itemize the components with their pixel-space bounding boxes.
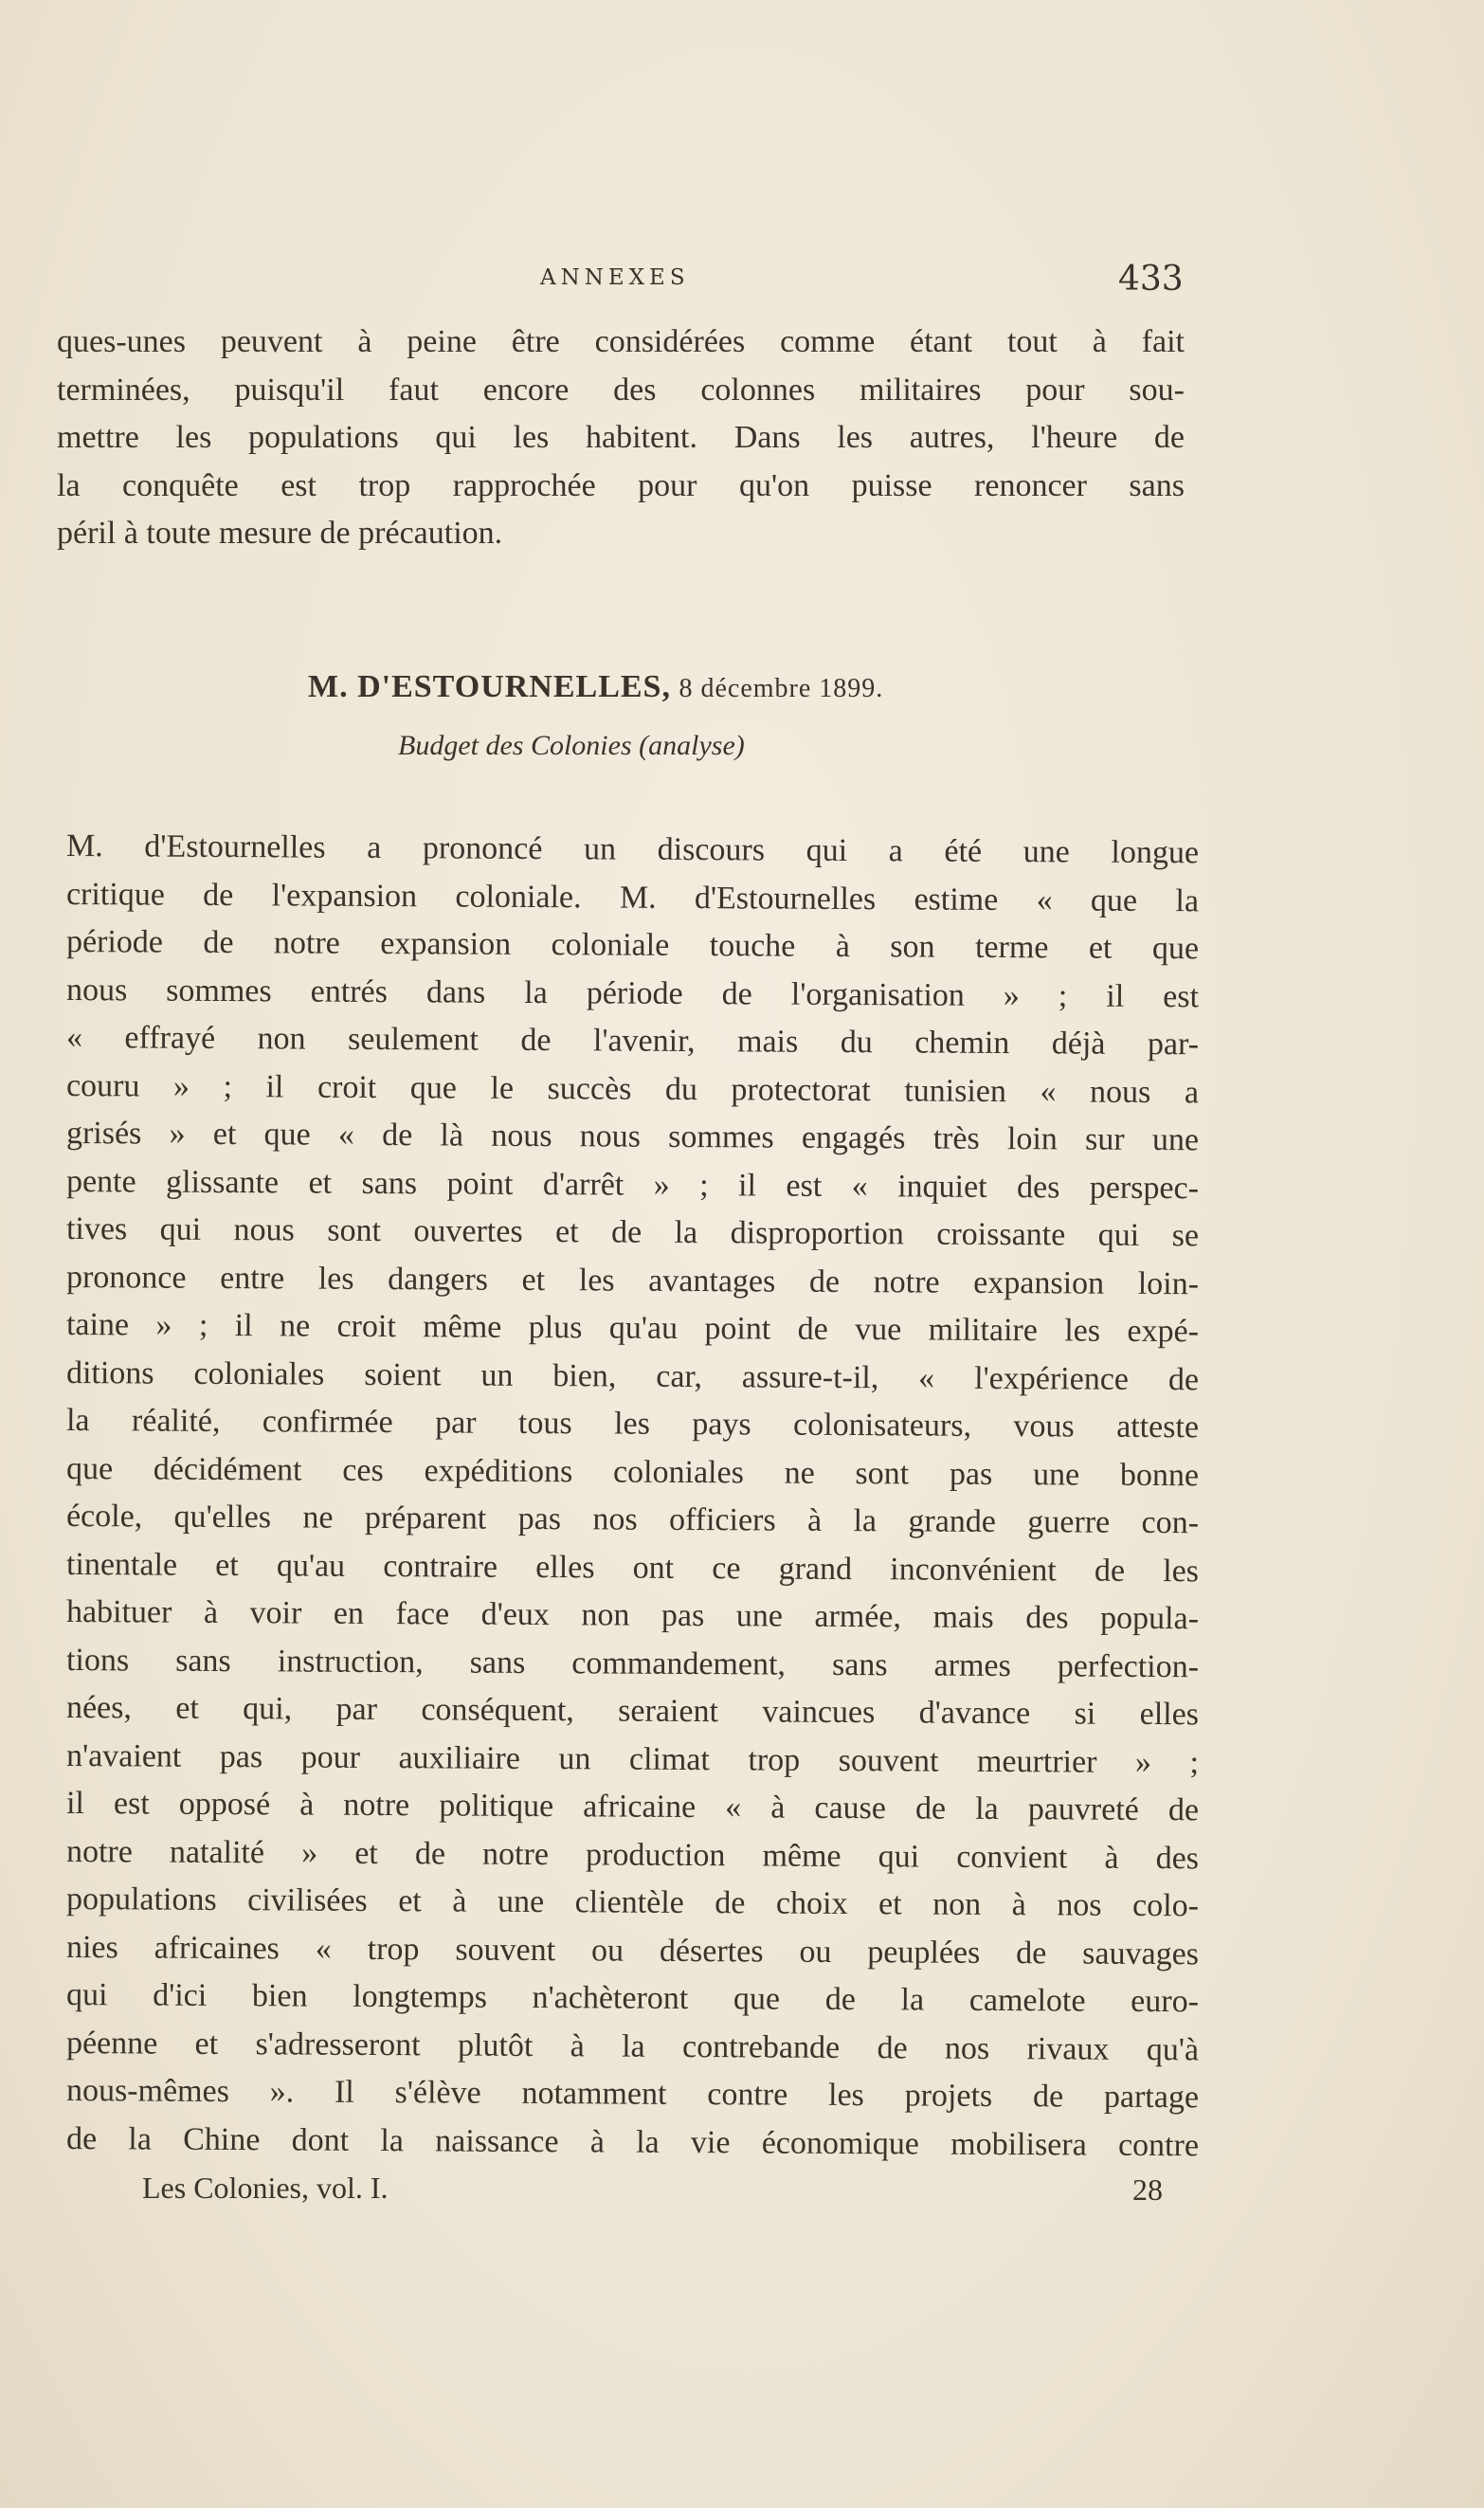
text-line: la réalité, confirmée par tous les pays colonisateurs, vous atteste — [65, 1403, 1200, 1445]
text-line: nous-mêmes ». Il s'élève notamment contre les projets de partage — [65, 2073, 1200, 2116]
text-line: critique de l'expansion coloniale. M. d'Estournelles estime « que la — [65, 876, 1200, 918]
text-line: qui d'ici bien longtemps n'achèteront que de la camelote euro- — [65, 1977, 1200, 2020]
text-line: ditions coloniales soient un bien, car, assure-t-il, « l'expérience de — [65, 1354, 1200, 1397]
text-line: nées, et qui, par conséquent, seraient vaincues d'avance si elles — [65, 1690, 1200, 1733]
text-line: M. d'Estournelles a prononcé un discours qui a été une longue — [65, 828, 1200, 871]
text-line: tinentale et qu'au contraire elles ont ce grand inconvénient de les — [65, 1546, 1200, 1589]
body-paragraph — [66, 823, 1199, 2163]
text-line: couru » ; il croit que le succès du protectorat tunisien « nous a — [65, 1067, 1200, 1110]
text-line: prononce entre les dangers et les avantages de notre expansion loin- — [65, 1259, 1200, 1301]
text-line: que décidément ces expéditions coloniales ne sont pas une bonne — [65, 1450, 1200, 1493]
text-line: mettre les populations qui les habitent. Dans les autres, l'heure de — [57, 420, 1185, 455]
text-line: nies africaines « trop souvent ou désertes ou peuplées de sauvages — [65, 1929, 1200, 1972]
section-heading — [308, 669, 1161, 705]
text-line: habituer à voir en face d'eux non pas une armée, mais des popula- — [65, 1594, 1200, 1637]
text-line: ques-unes peuvent à peine être considérées comme étant tout à fait — [57, 324, 1185, 359]
text-line: pente glissante et sans point d'arrêt » ; il est « inquiet des perspec- — [65, 1163, 1200, 1206]
text-line: péril à toute mesure de précaution. — [57, 516, 503, 551]
text-line: la conquête est trop rapprochée pour qu'on puisse renoncer sans — [57, 467, 1185, 503]
text-line: taine » ; il ne croit même plus qu'au point de vue militaire les expé- — [65, 1307, 1200, 1350]
text-line: de la Chine dont la naissance à la vie économique mobilisera contre — [65, 2120, 1200, 2163]
speaker-name: M. D'ESTOURNELLES, — [308, 669, 671, 704]
signature-mark: 28 — [1132, 2172, 1163, 2207]
text-line: n'avaient pas pour auxiliaire un climat trop souvent meurtrier » ; — [65, 1737, 1200, 1780]
text-line: tions sans instruction, sans commandement, sans armes perfection- — [65, 1642, 1200, 1684]
running-head — [0, 260, 1484, 298]
text-line: grisés » et que « de là nous nous sommes engagés très loin sur une — [65, 1116, 1200, 1158]
text-line: période de notre expansion coloniale touche à son terme et que — [65, 924, 1200, 967]
text-line: notre natalité » et de notre production même qui convient à des — [65, 1833, 1200, 1876]
text-line: populations civilisées et à une clientèle de choix et non à nos colo- — [65, 1881, 1200, 1924]
page-number: 433 — [1118, 260, 1184, 299]
running-head-title: ANNEXES — [540, 265, 690, 290]
text-line: école, qu'elles ne préparent pas nos officiers à la grande guerre con- — [65, 1499, 1200, 1541]
text-line: tives qui nous sont ouvertes et de la disproportion croissante qui se — [65, 1211, 1200, 1254]
intro-paragraph — [57, 318, 1185, 558]
text-line: nous sommes entrés dans la période de l'organisation » ; il est — [65, 972, 1200, 1014]
footer-source: Les Colonies, vol. I. — [142, 2171, 389, 2205]
text-line: « effrayé non seulement de l'avenir, mais du chemin déjà par- — [65, 1020, 1200, 1063]
section-subtitle: Budget des Colonies (analyse) — [398, 730, 745, 761]
text-line: il est opposé à notre politique africaine « à cause de la pauvreté de — [65, 1786, 1200, 1828]
speech-date: 8 décembre 1899. — [679, 674, 884, 703]
text-line: péenne et s'adresseront plutôt à la contrebande de nos rivaux qu'à — [65, 2025, 1200, 2067]
text-line: terminées, puisqu'il faut encore des colonnes militaires pour sou- — [57, 372, 1185, 408]
page-footer — [142, 2171, 1163, 2208]
